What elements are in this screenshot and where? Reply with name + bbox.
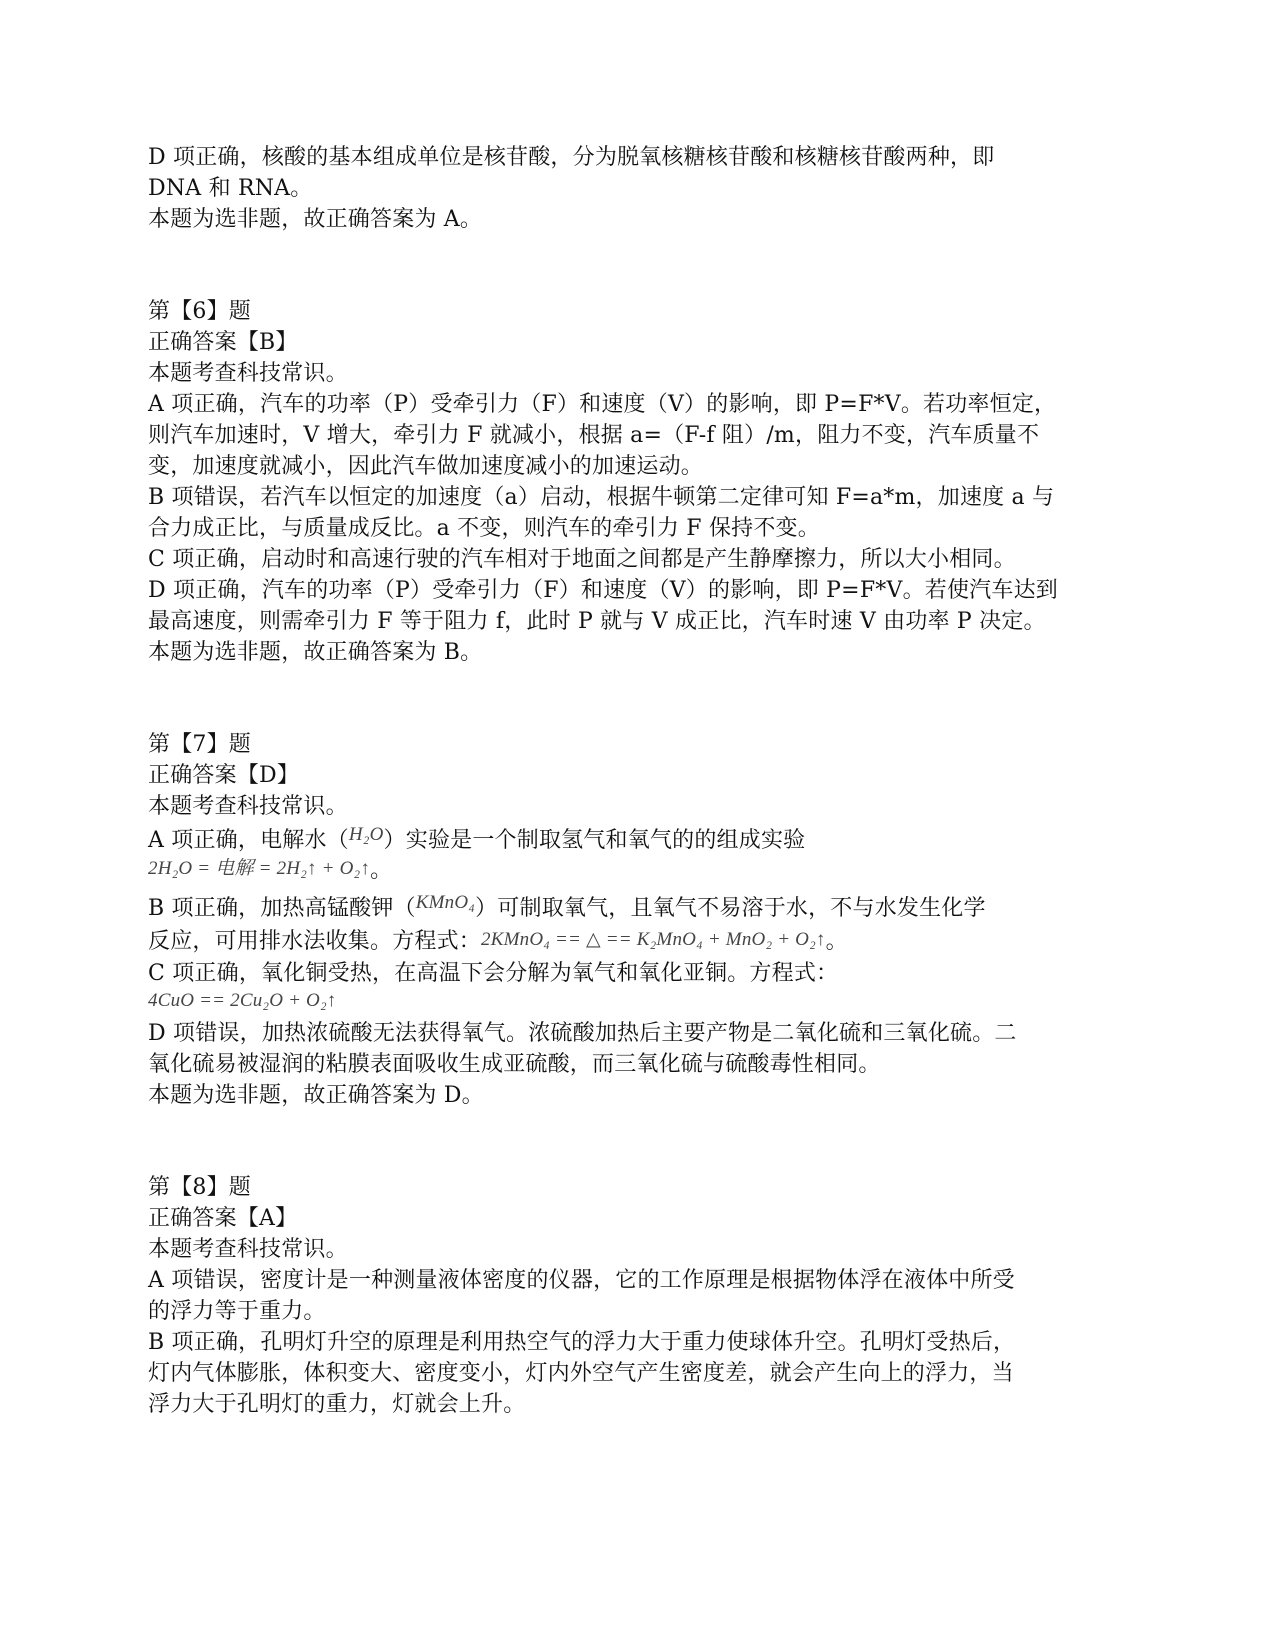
- q8-b-line-1: B 项正确，孔明灯升空的原理是利用热空气的浮力大于重力使球体升空。孔明灯受热后，: [148, 1330, 1016, 1355]
- q7-b-line-1: [148, 893, 986, 925]
- q5-conclusion: 本题为选非题，故正确答案为 A。: [148, 207, 483, 232]
- q7-b-equation-end: 。: [825, 929, 848, 954]
- q7-b-text-pre: B 项正确，加热高锰酸钾（: [148, 896, 416, 921]
- q6-c-line: C 项正确，启动时和高速行驶的汽车相对于地面之间都是产生静摩擦力，所以大小相同。: [148, 547, 1016, 572]
- q7-d-line-2: 氧化硫易被湿润的粘膜表面吸收生成亚硫酸，而三氧化硫与硫酸毒性相同。: [148, 1052, 881, 1077]
- q7-a-equation: 2H₂O = 电解 = 2H₂↑ + O₂↑: [148, 858, 371, 879]
- q6-a-line-3: 变，加速度就减小，因此汽车做加速度减小的加速运动。: [148, 454, 704, 479]
- q7-b-formula: KMnO₄: [415, 892, 476, 913]
- q7-c-equation: 4CuO == 2Cu₂O + O₂↑: [148, 990, 337, 1011]
- q6-b-line-2: 合力成正比，与质量成反比。a 不变，则汽车的牵引力 F 保持不变。: [148, 516, 820, 541]
- q7-a-line: [148, 825, 805, 857]
- q7-a-equation-end: 。: [370, 858, 393, 883]
- q7-a-formula: H₂O: [348, 824, 384, 845]
- q7-a-equation-line: [148, 855, 392, 887]
- q7-a-text-post: ）实验是一个制取氢气和氧气的的组成实验: [383, 828, 806, 853]
- q8-b-line-3: 浮力大于孔明灯的重力，灯就会上升。: [148, 1392, 526, 1417]
- q8-heading: 第【8】题: [148, 1175, 251, 1200]
- q7-answer: 正确答案【D】: [148, 763, 300, 788]
- q7-b-text-post: ）可制取氧气，且氧气不易溶于水，不与水发生化学: [475, 896, 986, 921]
- q6-heading: 第【6】题: [148, 299, 251, 324]
- q7-b-line-2: [148, 926, 848, 958]
- q6-a-line-1: A 项正确，汽车的功率（P）受牵引力（F）和速度（V）的影响，即 P=F*V。若功率恒定，: [148, 392, 1057, 417]
- q7-b-equation: 2KMnO₄ == △ == K₂MnO₄ + MnO₂ + O₂↑: [481, 929, 826, 950]
- q6-topic: 本题考查科技常识。: [148, 361, 348, 386]
- q8-a-line-1: A 项错误，密度计是一种测量液体密度的仪器，它的工作原理是根据物体浮在液体中所受: [148, 1268, 1015, 1293]
- q5-d-option-line-1: D 项正确，核酸的基本组成单位是核苷酸，分为脱氧核糖核苷酸和核糖核苷酸两种，即: [148, 145, 995, 170]
- q8-b-line-2: 灯内气体膨胀，体积变大、密度变小，灯内外空气产生密度差，就会产生向上的浮力，当: [148, 1361, 1014, 1386]
- q6-a-line-2: 则汽车加速时，V 增大，牵引力 F 就减小，根据 a=（F-f 阻）/m，阻力不变，汽车质量不: [148, 423, 1040, 448]
- q7-d-line-1: D 项错误，加热浓硫酸无法获得氧气。浓硫酸加热后主要产物是二氧化硫和三氧化硫。二: [148, 1021, 1017, 1046]
- q8-topic: 本题考查科技常识。: [148, 1237, 348, 1262]
- q7-topic: 本题考查科技常识。: [148, 794, 348, 819]
- q6-answer: 正确答案【B】: [148, 330, 298, 355]
- q6-conclusion: 本题为选非题，故正确答案为 B。: [148, 640, 483, 665]
- q5-d-option-line-2: DNA 和 RNA。: [148, 176, 313, 201]
- q7-b-line-2-text: 反应，可用排水法收集。方程式：: [148, 929, 482, 954]
- q7-c-line: C 项正确，氧化铜受热，在高温下会分解为氧气和氧化亚铜。方程式：: [148, 961, 839, 986]
- q7-conclusion: 本题为选非题，故正确答案为 D。: [148, 1083, 484, 1108]
- q8-answer: 正确答案【A】: [148, 1206, 298, 1231]
- q8-a-line-2: 的浮力等于重力。: [148, 1299, 326, 1324]
- q6-d-line-2: 最高速度，则需牵引力 F 等于阻力 f，此时 P 就与 V 成正比，汽车时速 V 由功率 P 决定。: [148, 609, 1046, 634]
- q6-d-line-1: D 项正确，汽车的功率（P）受牵引力（F）和速度（V）的影响，即 P=F*V。若使汽车达到: [148, 578, 1058, 603]
- q7-a-text-pre: A 项正确，电解水（: [148, 828, 349, 853]
- q7-c-equation-line: [148, 987, 336, 1019]
- q6-b-line-1: B 项错误，若汽车以恒定的加速度（a）启动，根据牛顿第二定律可知 F=a*m，加速度 a 与: [148, 485, 1055, 510]
- q7-heading: 第【7】题: [148, 732, 251, 757]
